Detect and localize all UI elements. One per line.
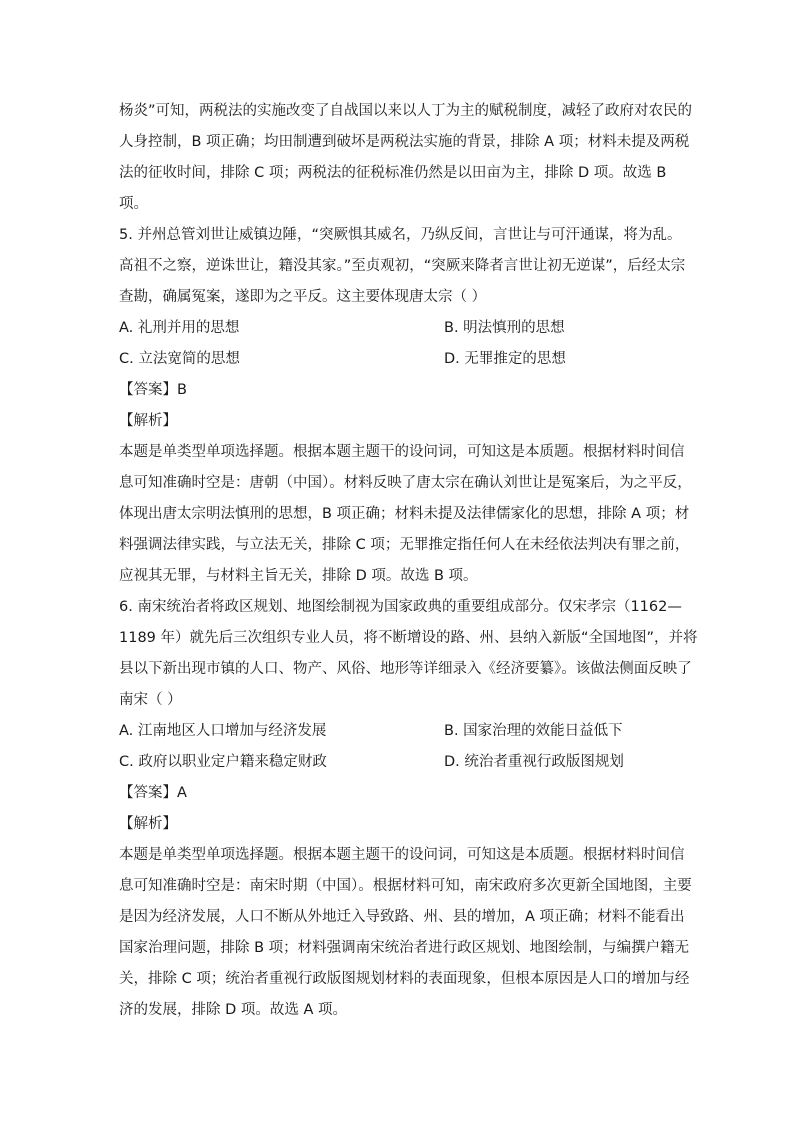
analysis-line: 本题是单类型单项选择题。根据本题主题干的设问词，可知这是本质题。根据材料时间信 — [119, 847, 685, 863]
option-b: B. 明法慎刑的思想 — [444, 320, 565, 336]
analysis-line: 料强调法律实践，与立法无关，排除 C 项；无罪推定指任何人在未经依法判决有罪之前， — [119, 537, 690, 553]
answer-label: 【答案】B — [119, 382, 187, 398]
option-a: A. 礼刑并用的思想 — [119, 320, 240, 336]
text-line: 项。 — [119, 196, 148, 212]
analysis-line: 本题是单类型单项选择题。根据本题主题干的设问词，可知这是本质题。根据材料时间信 — [119, 444, 685, 460]
question-6 — [119, 592, 698, 1026]
analysis-line: 息可知准确时空是：南宋时期（中国）。根据材料可知，南宋政府多次更新全国地图，主要 — [119, 878, 692, 894]
question-stem-line: 1189 年）就先后三次组织专业人员，将不断增设的路、州、县纳入新版“全国地图”，并将 — [119, 630, 698, 646]
analysis-label: 【解析】 — [119, 413, 177, 429]
analysis-line: 济的发展，排除 D 项。故选 A 项。 — [119, 1002, 348, 1018]
option-c: C. 政府以职业定户籍来稳定财政 — [119, 754, 327, 770]
document-page — [119, 96, 698, 1026]
analysis-line: 是因为经济发展，人口不断从外地迁入导致路、州、县的增加，A 项正确；材料不能看出 — [119, 909, 685, 925]
options-row — [119, 313, 679, 344]
answer-label: 【答案】A — [119, 785, 187, 801]
options-row — [119, 716, 679, 747]
analysis-line: 体现出唐太宗明法慎刑的思想，B 项正确；材料未提及法律儒家化的思想，排除 A 项；材 — [119, 506, 690, 522]
analysis-line: 国家治理问题，排除 B 项；材料强调南宋统治者进行政区规划、地图绘制，与编撰户籍无 — [119, 940, 690, 956]
text-line: 人身控制，B 项正确；均田制遭到破坏是两税法实施的背景，排除 A 项；材料未提及两税 — [119, 134, 690, 150]
analysis-label: 【解析】 — [119, 816, 177, 832]
analysis-line: 息可知准确时空是：唐朝（中国）。材料反映了唐太宗在确认刘世让是冤案后，为之平反， — [119, 475, 692, 491]
text-line: 杨炎”可知，两税法的实施改变了自战国以来以人丁为主的赋税制度，减轻了政府对农民的 — [119, 103, 693, 119]
analysis-line: 关，排除 C 项；统治者重视行政版图规划材料的表面现象，但根本原因是人口的增加与经 — [119, 971, 690, 987]
option-a: A. 江南地区人口增加与经济发展 — [119, 723, 327, 739]
text-line: 法的征收时间，排除 C 项；两税法的征税标准仍然是以田亩为主，排除 D 项。故选 B — [119, 165, 667, 181]
question-stem-line: 5. 并州总管刘世让威镇边陲，“突厥惧其威名，乃纵反间，言世让与可汗通谋，将为乱。 — [119, 227, 682, 243]
previous-analysis-continuation — [119, 96, 693, 220]
question-stem-line: 南宋（ ） — [119, 692, 182, 708]
option-b: B. 国家治理的效能日益低下 — [444, 723, 623, 739]
option-d: D. 无罪推定的思想 — [444, 351, 566, 367]
options-row — [119, 747, 679, 778]
option-d: D. 统治者重视行政版图规划 — [444, 754, 624, 770]
question-5 — [119, 220, 692, 592]
analysis-line: 应视其无罪，与材料主旨无关，排除 D 项。故选 B 项。 — [119, 568, 478, 584]
question-stem-line: 查勘，确属冤案，遂即为之平反。这主要体现唐太宗（ ） — [119, 289, 487, 305]
options-row — [119, 344, 679, 375]
option-c: C. 立法宽简的思想 — [119, 351, 240, 367]
question-stem-line: 6. 南宋统治者将政区规划、地图绘制视为国家政典的重要组成部分。仅宋孝宗（1162— — [119, 599, 682, 615]
question-stem-line: 县以下新出现市镇的人口、物产、风俗、地形等详细录入《经济要纂》。该做法侧面反映了 — [119, 661, 692, 677]
question-stem-line: 高祖不之察，逆诛世让，籍没其家。”至贞观初，“突厥来降者言世让初无逆谋”，后经太宗 — [119, 258, 686, 274]
